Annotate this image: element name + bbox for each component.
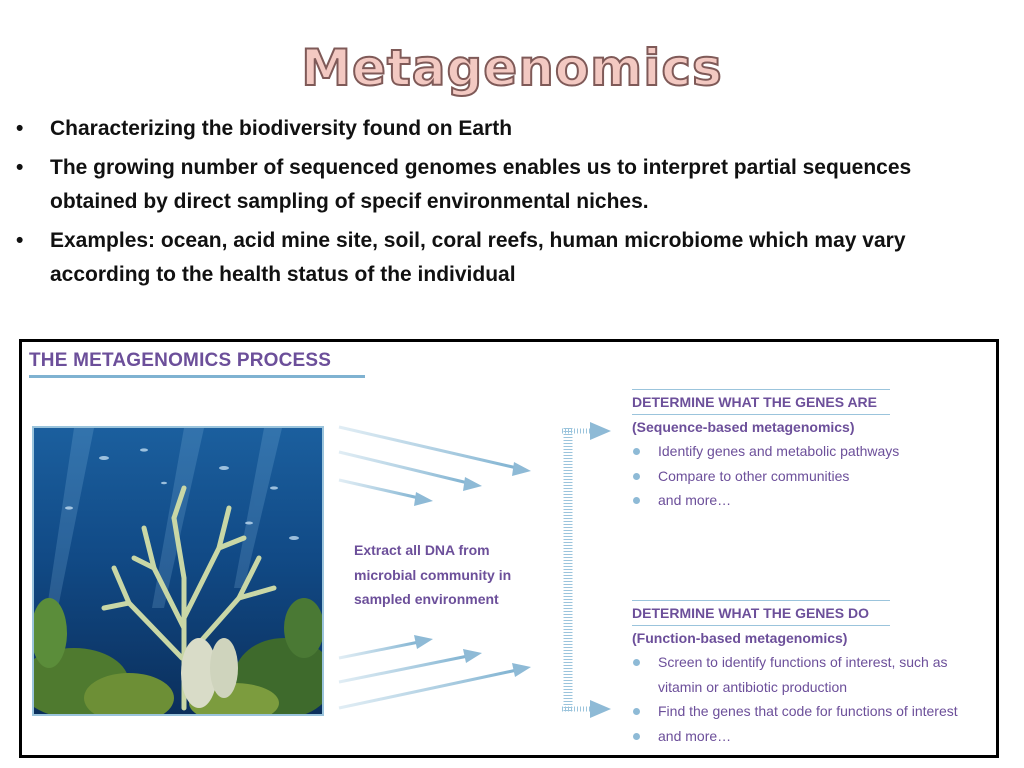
- bullet-icon: [633, 733, 640, 740]
- list-item: [632, 650, 982, 675]
- list-item-text: and more…: [658, 492, 732, 508]
- list-item: [632, 439, 982, 464]
- list-item: [632, 464, 982, 489]
- extract-line: sampled environment: [354, 591, 499, 607]
- bullet-icon: [633, 473, 640, 480]
- section-heading: DETERMINE WHAT THE GENES ARE: [632, 394, 878, 410]
- bullet-text: The growing number of sequenced genomes enables us to interpret partial sequences obtained by direct sampling of specif environmental niches.: [50, 156, 912, 213]
- bullet-item: [14, 151, 1004, 219]
- section-list: [632, 439, 982, 513]
- bullet-dot: •: [16, 229, 24, 252]
- sequence-based-section: [632, 389, 982, 513]
- bullet-item: [14, 224, 1004, 292]
- bullet-text: Examples: ocean, acid mine site, soil, coral reefs, human microbiome which may vary according to the health status of the individual: [50, 229, 906, 286]
- bullet-icon: [633, 497, 640, 504]
- bullet-icon: [633, 448, 640, 455]
- bullet-icon: [633, 659, 640, 666]
- list-item-continuation: [632, 675, 982, 700]
- function-based-section: [632, 600, 982, 748]
- list-item-text: Compare to other communities: [658, 467, 850, 484]
- slide-title: Metagenomics: [301, 39, 723, 97]
- bullet-list: [14, 112, 1004, 297]
- extract-line: Extract all DNA from: [354, 542, 490, 558]
- bullet-item: [14, 112, 1004, 146]
- figure-title: THE METAGENOMICS PROCESS: [29, 350, 332, 371]
- list-item-text: Find the genes that code for functions of interest: [658, 703, 958, 719]
- metagenomics-process-figure: [19, 339, 999, 758]
- list-item-text: Screen to identify functions of interest, such as: [658, 654, 948, 670]
- section-heading: DETERMINE WHAT THE GENES DO: [632, 605, 869, 621]
- bullet-text: Characterizing the biodiversity found on Earth: [50, 117, 513, 140]
- list-item-text: vitamin or antibiotic production: [658, 678, 848, 695]
- extract-dna-label: [354, 538, 554, 612]
- bullet-dot: •: [16, 156, 24, 179]
- section-subheading: (Sequence-based metagenomics): [632, 419, 855, 435]
- bullet-icon: [633, 708, 640, 715]
- list-item-text: Identify genes and metabolic pathways: [658, 443, 900, 459]
- list-item: [632, 724, 982, 749]
- section-subheading: (Function-based metagenomics): [632, 630, 848, 646]
- list-item: [632, 488, 982, 513]
- bullet-dot: •: [16, 117, 24, 140]
- list-item-text: and more…: [658, 727, 732, 744]
- list-item: [632, 699, 982, 724]
- extract-line: microbial community in: [354, 566, 512, 583]
- section-list: [632, 650, 982, 748]
